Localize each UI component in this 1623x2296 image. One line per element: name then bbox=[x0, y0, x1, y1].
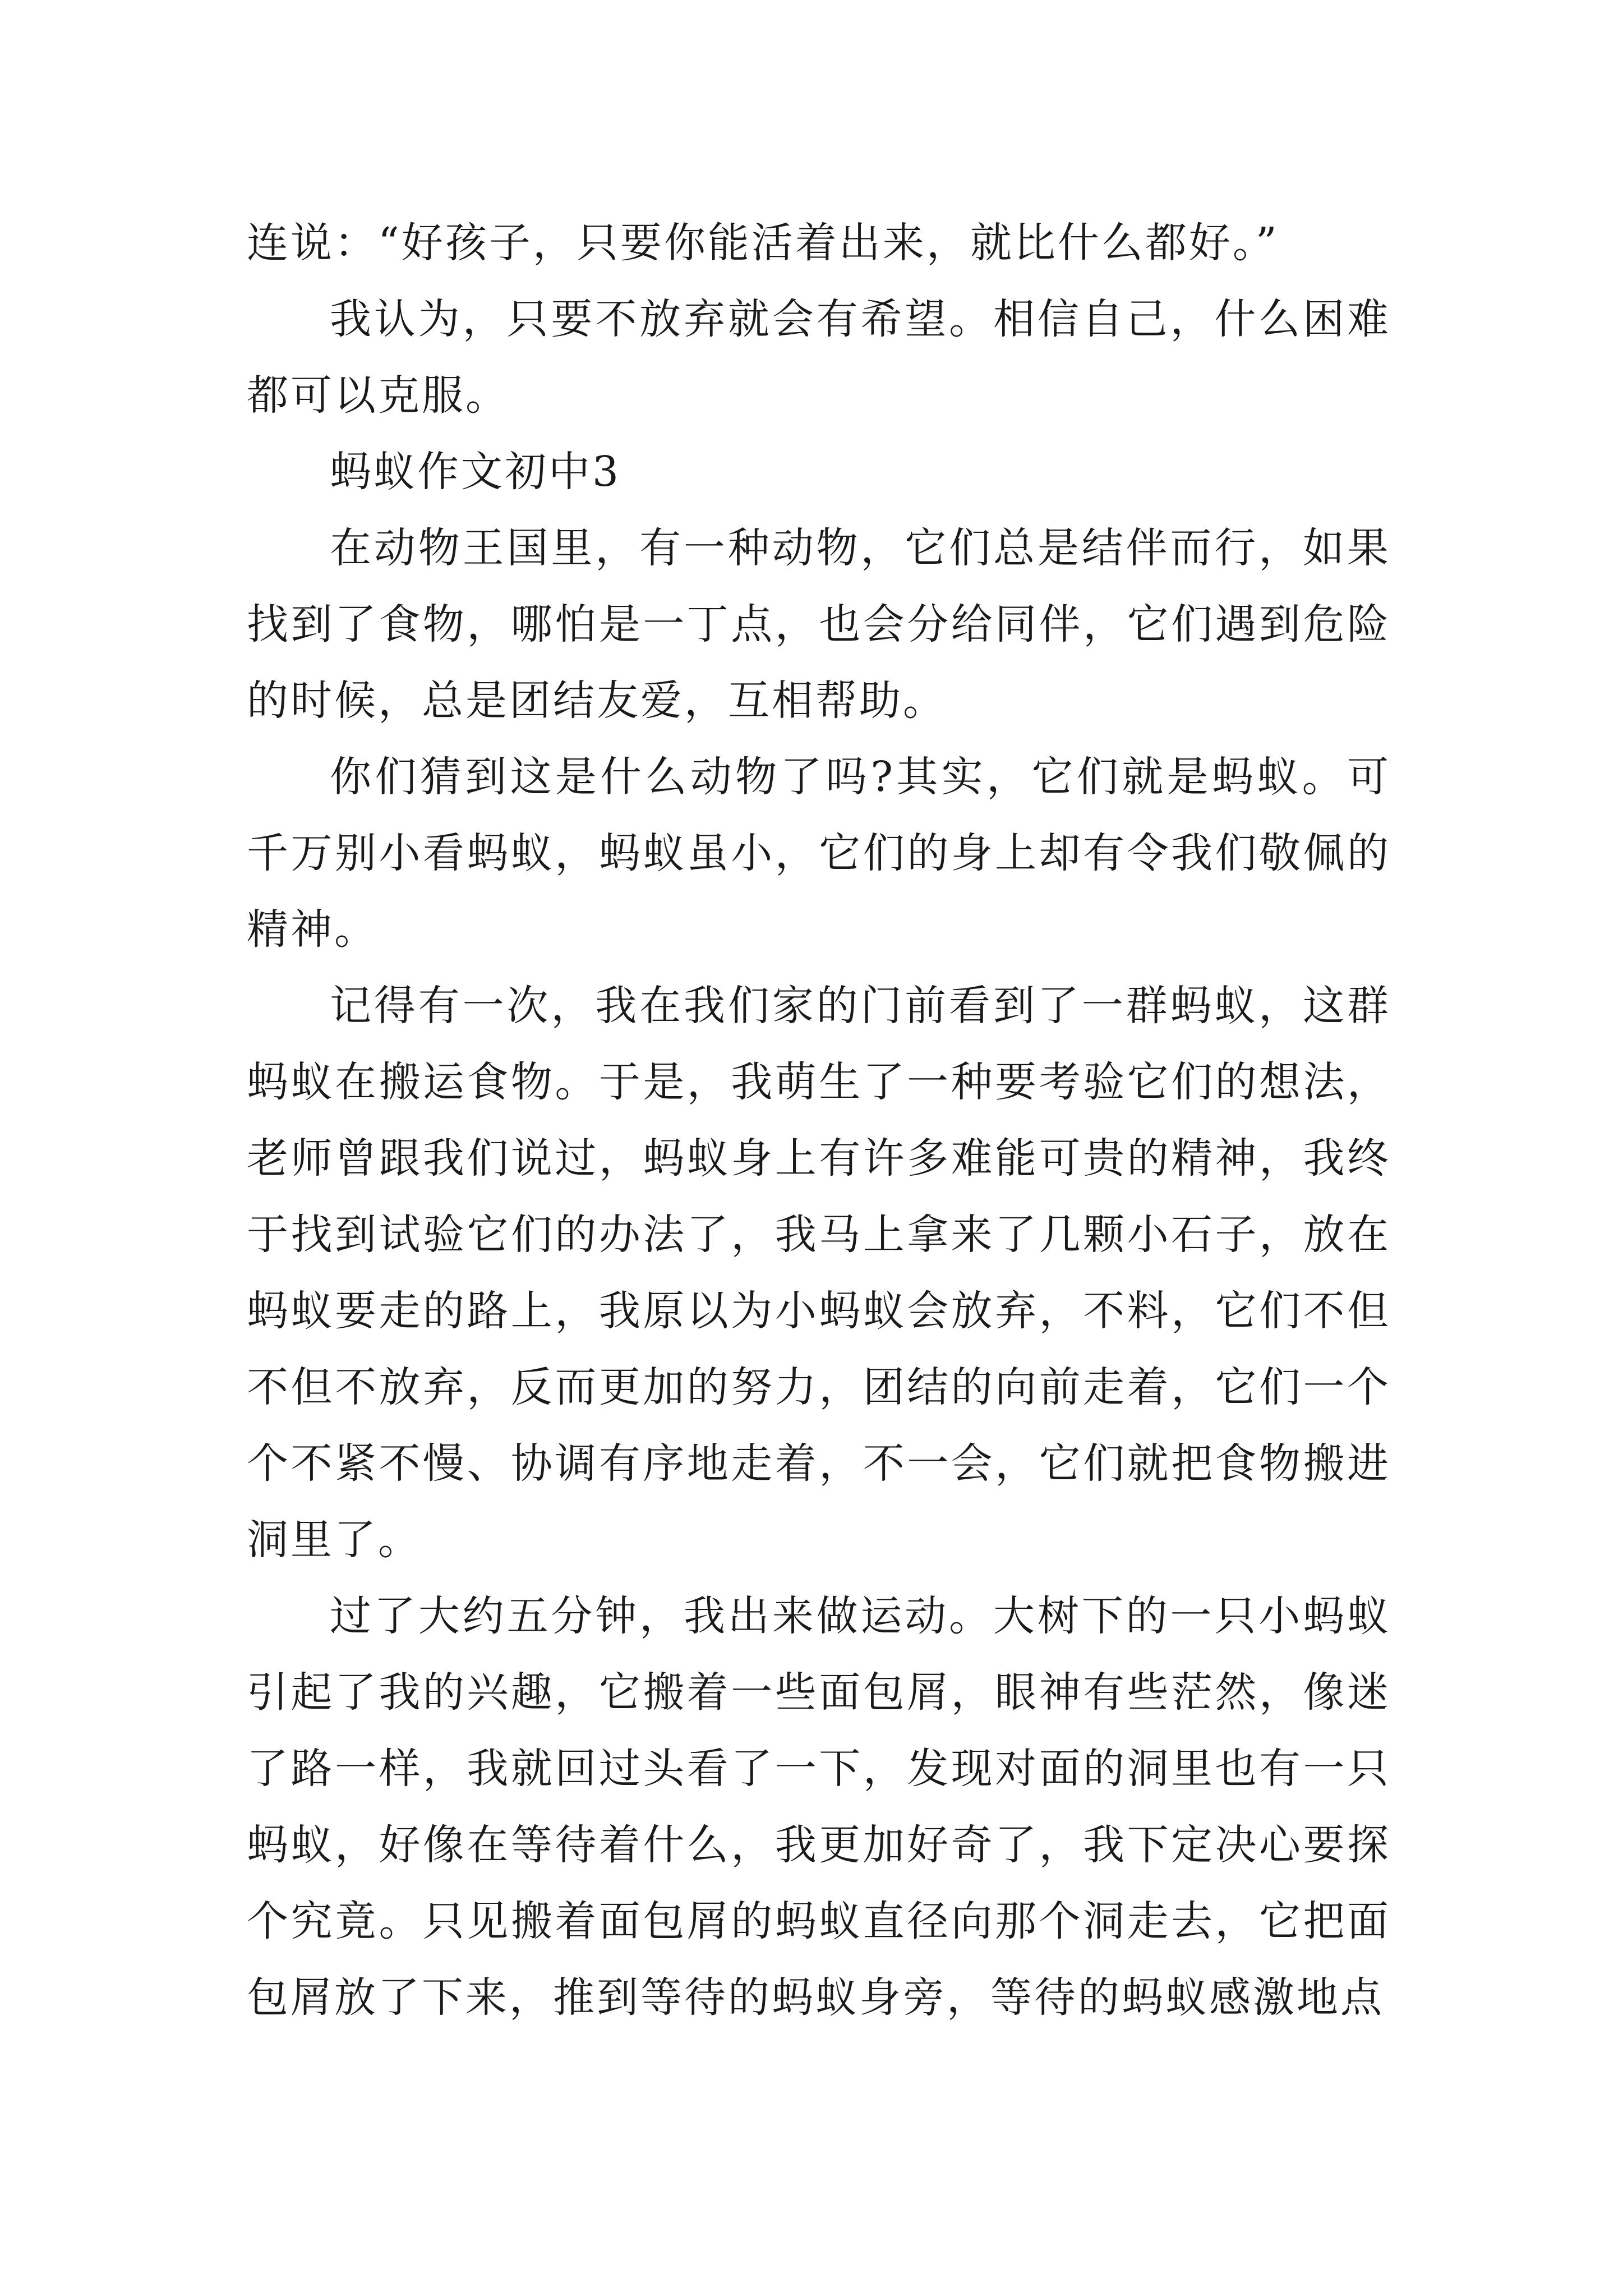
paragraph-observation: 过了大约五分钟，我出来做运动。大树下的一只小蚂蚁引起了我的兴趣，它搬着一些面包屑，眼神有些茫然，像迷了路一样，我就回过头看了一下，发现对面的洞里也有一只蚂蚁，好像在等待着什么，我更加好奇了，我下定决心要探个究竟。只见搬着面包屑的蚂蚁直径向那个洞走去，它把面包屑放了下来，推到等待的蚂蚁身旁，等待的蚂蚁感激地点 bbox=[247, 1592, 1391, 2022]
paragraph-reveal: 你们猜到这是什么动物了吗?其实，它们就是蚂蚁。可千万别小看蚂蚁，蚂蚁虽小，它们的身上却有令我们敬佩的精神。 bbox=[247, 753, 1391, 954]
essay-heading: 蚂蚁作文初中3 bbox=[330, 448, 621, 496]
paragraph-conclusion: 我认为，只要不放弃就会有希望。相信自己，什么困难都可以克服。 bbox=[247, 295, 1391, 420]
document-body bbox=[247, 205, 1391, 2036]
paragraph-experiment: 记得有一次，我在我们家的门前看到了一群蚂蚁，这群蚂蚁在搬运食物。于是，我萌生了一种要考验它们的想法，老师曾跟我们说过，蚂蚁身上有许多难能可贵的精神，我终于找到试验它们的办法了，我马上拿来了几颗小石子，放在蚂蚁要走的路上，我原以为小蚂蚁会放弃，不料，它们不但不但不放弃，反而更加的努力，团结的向前走着，它们一个个不紧不慢、协调有序地走着，不一会，它们就把食物搬进洞里了。 bbox=[247, 982, 1391, 1564]
paragraph-intro: 在动物王国里，有一种动物，它们总是结伴而行，如果找到了食物，哪怕是一丁点，也会分给同伴，它们遇到危险的时候，总是团结友爱，互相帮助。 bbox=[247, 524, 1391, 725]
paragraph-continuation: 连说：“好孩子，只要你能活着出来，就比什么都好。” bbox=[247, 219, 1279, 267]
